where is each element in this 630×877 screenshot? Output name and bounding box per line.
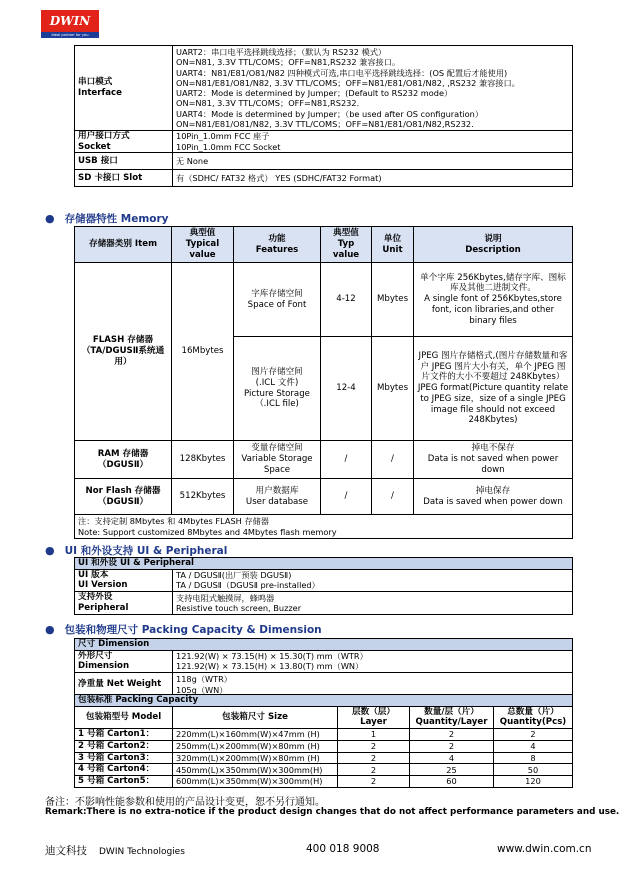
cap-model: 2 号箱 Carton2： xyxy=(75,740,173,752)
cap-size: 600mm(L)×350mm(W)×300mm(H) xyxy=(173,776,338,788)
interface-lines xyxy=(176,47,569,129)
ram-typ: / xyxy=(321,441,372,479)
ui-version-label xyxy=(75,569,173,591)
capacity-row xyxy=(75,764,573,776)
footer-company-en: DWIN Technologies xyxy=(99,847,185,857)
dimension-value xyxy=(173,650,573,672)
font-typ: 4-12 xyxy=(321,263,372,337)
packing-title-text: 包装和物理尺寸 Packing Capacity & Dimension xyxy=(64,624,322,636)
mem-header-desc-cn: 说明 xyxy=(484,233,502,244)
flash-item: FLASH 存储器（TA/DGUSⅡ系统通用） xyxy=(75,263,172,441)
ram-unit: / xyxy=(372,441,414,479)
usb-value: 无 None xyxy=(173,153,573,170)
cap-header-total-en: Quantity(Pcs) xyxy=(499,717,567,728)
dimension-label xyxy=(75,650,173,672)
icl-typ: 12-4 xyxy=(321,337,372,441)
memory-note-en: Note: Support customized 8Mbytes and 4Mbytes flash memory xyxy=(78,526,337,537)
cap-model: 1 号箱 Carton1： xyxy=(75,729,173,741)
interface-line: ON=N81/E81/O81/N82, 3.3V TTL/COMS；OFF=N81/E81/O81/N82, ,RS232 兼容接口。 xyxy=(176,77,520,88)
mem-header-desc-en: Description xyxy=(465,244,521,255)
ram-item: RAM 存储器 （DGUSⅡ） xyxy=(75,441,172,479)
cap-size: 450mm(L)×350mm(W)×300mm(H) xyxy=(173,764,338,776)
weight-label: 净重量 Net Weight xyxy=(75,673,173,697)
cap-header-model: 包装箱型号 Model xyxy=(75,706,173,728)
cap-qty: 25 xyxy=(410,764,494,776)
cap-layer: 2 xyxy=(338,752,410,764)
sd-label: SD 卡接口 Slot xyxy=(75,170,173,187)
logo-tagline: Ideal partner for you xyxy=(41,32,99,38)
cap-total: 120 xyxy=(494,776,573,788)
nor-typ: / xyxy=(321,479,372,515)
dimension-header: 尺寸 Dimension xyxy=(75,639,573,651)
nor-value: 512Kbytes xyxy=(172,479,234,515)
cap-header-total-cn: 总数量（片） xyxy=(507,706,559,717)
cap-header-layer-cn: 层数（层） xyxy=(352,706,395,717)
interface-label-en: Interface xyxy=(78,88,122,98)
nor-feature: 用户数据库 User database xyxy=(234,479,321,515)
mem-header-features-cn: 功能 xyxy=(268,233,286,244)
interface-line: UART4：N81/E81/O81/N82 四种模式可选,串口电平选择跳线选择：(OS 配置后才能使用) xyxy=(176,67,508,78)
cap-header-qty-en: Quantity/Layer xyxy=(415,717,488,728)
remark-en: Remark:There is no extra-notice if the product design changes that do not affect performance parameters and use. xyxy=(45,807,620,817)
ui-version-label-cn: UI 版本 xyxy=(78,569,109,580)
mem-header-unit-cn: 单位 xyxy=(383,233,402,244)
dimension-line-wtr: 121.92(W) × 73.15(H) × 15.30(T) mm（WTR） xyxy=(176,651,368,662)
peripheral-value xyxy=(173,592,573,614)
cap-total: 50 xyxy=(494,764,573,776)
ui-version-value xyxy=(173,569,573,591)
capacity-row xyxy=(75,740,573,752)
cap-qty: 2 xyxy=(410,740,494,752)
ui-version-line-en: TA / DGUSⅡ（DGUSⅡ pre-installed） xyxy=(176,580,320,591)
cap-layer: 2 xyxy=(338,776,410,788)
cap-total: 8 xyxy=(494,752,573,764)
interface-line: UART2：串口电平选择跳线选择；（默认为 RS232 模式） xyxy=(176,47,387,57)
ram-desc: 掉电不保存 Data is not saved when power down xyxy=(414,441,573,479)
mem-header-typ-en: Typ value xyxy=(332,239,360,260)
peripheral-line-cn: 支持电阻式触摸屏，蜂鸣器 xyxy=(176,592,275,603)
mem-header-typ xyxy=(321,227,372,263)
interface-label-cn: 串口模式 xyxy=(78,77,113,88)
capacity-rows xyxy=(75,729,573,788)
cap-total: 2 xyxy=(494,729,573,741)
socket-value xyxy=(173,131,573,153)
ui-section-title xyxy=(45,543,227,558)
bullet-icon: ● xyxy=(45,623,55,636)
font-desc: 单个字库 256Kbytes,储存字库、图标库及其他二进制文件。 A single font of 256Kbytes,store font, icon libraries,and other binary files xyxy=(414,263,573,337)
ui-version-line-cn: TA / DGUSⅡ(出厂预装 DGUSⅡ) xyxy=(176,570,292,581)
cap-size: 250mm(L)×200mm(W)×80mm (H) xyxy=(173,740,338,752)
cap-qty: 2 xyxy=(410,729,494,741)
cap-header-qty-cn: 数量/层（片） xyxy=(424,706,479,717)
cap-model: 5 号箱 Carton5： xyxy=(75,776,173,788)
socket-label xyxy=(75,131,173,153)
nor-desc: 掉电保存 Data is saved when power down xyxy=(414,479,573,515)
interface-value xyxy=(173,46,573,131)
dimension-label-en: Dimension xyxy=(78,661,130,672)
mem-header-typical-en: Typical value xyxy=(185,239,220,260)
sd-value: 有（SDHC/ FAT32 格式） YES (SDHC/FAT32 Format) xyxy=(173,170,573,187)
memory-note-cn: 注：支持定制 8Mbytes 和 4Mbytes FLASH 存储器 xyxy=(78,516,269,527)
logo-brand: DWIN xyxy=(41,10,99,32)
capacity-row xyxy=(75,729,573,741)
mem-header-typ-cn: 典型值 xyxy=(333,228,359,239)
bullet-icon: ● xyxy=(45,212,55,225)
capacity-row xyxy=(75,776,573,788)
cap-layer: 1 xyxy=(338,729,410,741)
socket-line-cn: 10Pin_1.0mm FCC 座子 xyxy=(176,131,270,142)
nor-unit: / xyxy=(372,479,414,515)
interface-table xyxy=(74,45,573,187)
interface-line: ON=N81/E81/O81/N82, 3.3V TTL/COMS；OFF=N81/E81/O81/N82,RS232. xyxy=(176,118,474,129)
font-unit: Mbytes xyxy=(372,263,414,337)
packing-section-title xyxy=(45,622,322,637)
capacity-header: 包装标准 Packing Capacity xyxy=(75,695,573,707)
weight-line-wn: 105g（WN） xyxy=(176,684,228,695)
mem-header-features-en: Features xyxy=(255,244,299,255)
mem-header-typical-cn: 典型值 xyxy=(189,228,216,239)
cap-layer: 2 xyxy=(338,764,410,776)
mem-header-typical xyxy=(172,227,234,263)
cap-header-size: 包装箱尺寸 Size xyxy=(173,706,338,728)
dimension-line-wn: 121.92(W) × 73.15(H) × 13.80(T) mm（WN） xyxy=(176,661,364,672)
mem-header-unit-en: Unit xyxy=(382,244,403,255)
mem-header-item: 存储器类别 Item xyxy=(75,227,172,263)
ui-subheader: UI 和外设 UI & Peripheral xyxy=(75,558,573,570)
mem-header-desc xyxy=(414,227,573,263)
interface-line: ON=N81, 3.3V TTL/COMS；OFF=N81,RS232 兼容接口。 xyxy=(176,57,401,68)
usb-label: USB 接口 xyxy=(75,153,173,170)
interface-line: UART2：Mode is determined by Jumper；(Default to RS232 mode） xyxy=(176,88,453,98)
dimension-label-cn: 外形尺寸 xyxy=(78,650,113,661)
footer-phone: 400 018 9008 xyxy=(306,843,380,855)
ram-value: 128Kbytes xyxy=(172,441,234,479)
cap-layer: 2 xyxy=(338,740,410,752)
capacity-row xyxy=(75,752,573,764)
cap-size: 320mm(L)×200mm(W)×80mm (H) xyxy=(173,752,338,764)
socket-label-cn: 用户接口方式 xyxy=(78,131,130,141)
cap-model: 3 号箱 Carton3： xyxy=(75,752,173,764)
mem-header-features xyxy=(234,227,321,263)
interface-line: ON=N81, 3.3V TTL/COMS；OFF=N81,RS232. xyxy=(176,98,360,109)
font-feature: 字库存储空间 Space of Font xyxy=(234,263,321,337)
bullet-icon: ● xyxy=(45,544,55,557)
cap-header-layer xyxy=(338,706,410,728)
memory-title-text: 存储器特性 Memory xyxy=(64,213,169,225)
peripheral-label-cn: 支持外设 xyxy=(78,592,113,603)
ram-feature: 变量存储空间 Variable Storage Space xyxy=(234,441,321,479)
capacity-table xyxy=(74,694,573,788)
interface-label xyxy=(75,46,173,131)
footer-company xyxy=(45,843,185,858)
footer-website: www.dwin.com.cn xyxy=(497,843,592,855)
cap-header-layer-en: Layer xyxy=(360,717,387,728)
cap-size: 220mm(L)×160mm(W)×47mm (H) xyxy=(173,729,338,741)
ui-version-label-en: UI Version xyxy=(78,580,128,591)
cap-header-total xyxy=(494,706,573,728)
cap-qty: 60 xyxy=(410,776,494,788)
peripheral-line-en: Resistive touch screen, Buzzer xyxy=(176,602,302,613)
socket-label-en: Socket xyxy=(78,141,111,152)
interface-line: UART4：Mode is determined by Jumper；（be used after OS configuration） xyxy=(176,108,484,119)
icl-unit: Mbytes xyxy=(372,337,414,441)
memory-table xyxy=(74,226,573,539)
peripheral-label xyxy=(75,592,173,614)
ui-table xyxy=(74,557,573,615)
ui-title-text: UI 和外设支持 UI & Peripheral xyxy=(64,545,228,557)
icl-desc: JPEG 图片存储格式,(图片存储数量和客户 JPEG 图片大小有关，单个 JPEG 图片文件的大小不要超过 248Kbytes） JPEG format(Picture quantity relate to JPEG size，size of a single JPEG image file should not exceed 248Kbytes) xyxy=(414,337,573,441)
weight-line-wtr: 118g（WTR） xyxy=(176,674,232,685)
icl-feature: 图片存储空间 (.ICL 文件) Picture Storage （.ICL file) xyxy=(234,337,321,441)
mem-header-unit xyxy=(372,227,414,263)
socket-line-en: 10Pin_1.0mm FCC Socket xyxy=(176,141,281,152)
dimension-table xyxy=(74,638,573,697)
footer-company-cn: 迪文科技 xyxy=(45,845,87,857)
cap-model: 4 号箱 Carton4： xyxy=(75,764,173,776)
cap-header-qty xyxy=(410,706,494,728)
cap-qty: 4 xyxy=(410,752,494,764)
memory-note xyxy=(75,515,573,539)
dwin-logo xyxy=(41,10,99,38)
flash-value: 16Mbytes xyxy=(172,263,234,441)
cap-total: 4 xyxy=(494,740,573,752)
nor-item: Nor Flash 存储器 （DGUSⅡ） xyxy=(75,479,172,515)
memory-section-title xyxy=(45,211,169,226)
peripheral-label-en: Peripheral xyxy=(78,602,129,613)
remark-cn: 备注：不影响性能参数和使用的产品设计变更，恕不另行通知。 xyxy=(45,797,325,808)
